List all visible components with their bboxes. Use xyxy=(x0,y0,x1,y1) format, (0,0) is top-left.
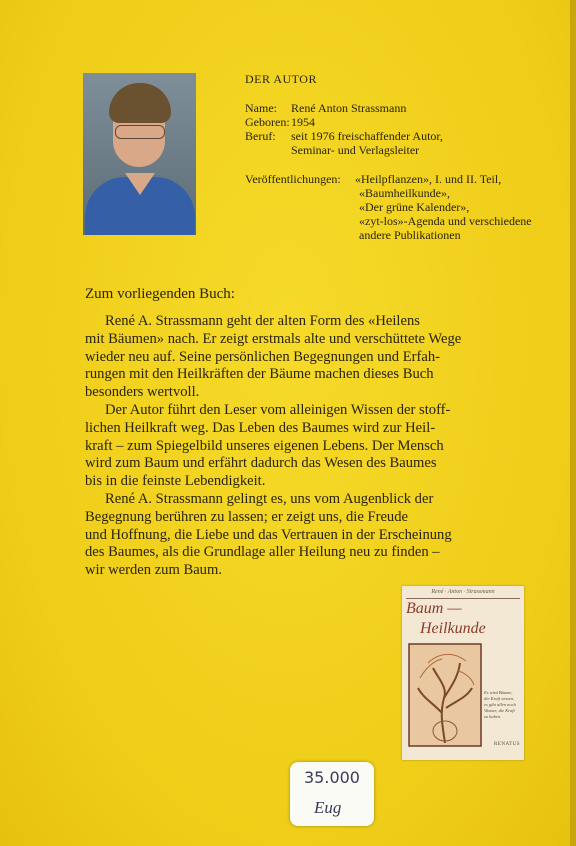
text-line: kraft – zum Spiegelbild unseres eigenen Lebens. Der Mensch xyxy=(85,437,444,454)
book-intro-heading: Zum vorliegenden Buch: xyxy=(85,286,235,302)
info-value: seit 1976 freischaffender Autor, xyxy=(291,129,443,143)
price-value: 35.000 xyxy=(304,768,360,787)
text-line: bis in die feinste Lebendigkeit. xyxy=(85,473,266,490)
text-line: mit Bäumen» nach. Er zeigt erstmals alte und verschüttete Wege xyxy=(85,330,462,347)
info-value: René Anton Strassmann xyxy=(291,101,407,115)
text-line: René A. Strassmann gelingt es, uns vom Augenblick der xyxy=(105,490,434,507)
mini-cover-side-text xyxy=(484,690,522,720)
text-line: besonders wertvoll. xyxy=(85,384,200,401)
text-line: rungen mit den Heilkräften der Bäume machen dieses Buch xyxy=(85,366,434,383)
info-label: Beruf: xyxy=(245,129,276,143)
mini-cover-publisher: RENATUS xyxy=(493,742,520,747)
price-code: Eug xyxy=(314,798,342,817)
side-line: Wasser, die Kraft xyxy=(484,708,515,713)
info-value: «Heilpflanzen», I. und II. Teil, xyxy=(355,172,502,186)
side-line: Es wird Bäume, xyxy=(484,690,513,695)
tree-illustration-icon xyxy=(408,643,482,747)
price-sticker xyxy=(290,762,374,826)
mini-cover-title-2: Heilkunde xyxy=(420,620,486,637)
info-value: «Baumheilkunde», xyxy=(359,186,450,200)
author-photo xyxy=(83,73,196,235)
info-value: Seminar- und Verlagsleiter xyxy=(291,143,420,157)
info-label: Veröffentlichungen: xyxy=(245,172,341,186)
text-line: wieder neu auf. Seine persönlichen Begegnungen und Erfah- xyxy=(85,348,440,365)
info-value: andere Publikationen xyxy=(359,228,461,242)
text-line: des Baumes, als die Grundlage aller Heilung neu zu finden – xyxy=(85,544,440,561)
side-line: die Kraft wissen, xyxy=(484,696,515,701)
text-line: Begegnung berühren zu lassen; er zeigt uns, die Freude xyxy=(85,508,408,525)
mini-book-cover xyxy=(402,586,524,760)
mini-cover-title-1: Baum — xyxy=(406,600,462,617)
side-line: es gibt allen noch xyxy=(484,702,516,707)
text-line: René A. Strassmann geht der alten Form des «Heilens xyxy=(105,313,420,329)
text-line: und Hoffnung, die Liebe und das Vertrauen in der Erscheinung xyxy=(85,526,452,543)
text-line: lichen Heilkraft weg. Das Leben des Baumes wird zur Heil- xyxy=(85,419,436,436)
info-value: «Der grüne Kalender», xyxy=(359,200,470,214)
author-heading: DER AUTOR xyxy=(245,72,317,86)
book-edge xyxy=(570,0,576,846)
info-value: 1954 xyxy=(291,115,315,129)
text-line: wir werden zum Baum. xyxy=(85,562,222,579)
mini-cover-author: René · Anton · Strassmann xyxy=(431,589,495,595)
info-label: Geboren: xyxy=(245,115,290,129)
info-label: Name: xyxy=(245,101,277,115)
side-line: zu haben. xyxy=(484,714,502,719)
text-line: Der Autor führt den Leser vom alleinigen Wissen der stoff- xyxy=(105,401,451,418)
info-value: «zyt-los»-Agenda und verschiedene xyxy=(359,214,532,228)
text-line: wird zum Baum und erfährt dadurch das Wesen des Baumes xyxy=(85,455,437,472)
book-description xyxy=(85,313,495,580)
